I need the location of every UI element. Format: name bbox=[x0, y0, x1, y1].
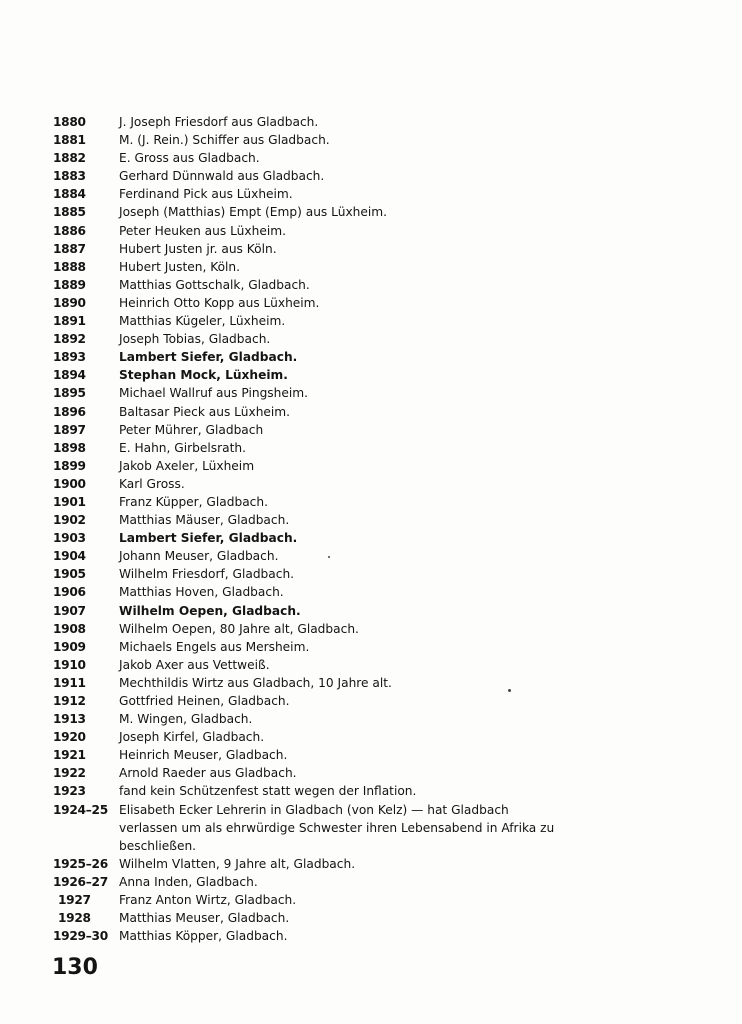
list-item bbox=[0, 294, 742, 312]
list-item bbox=[0, 620, 742, 638]
entry-text: Hubert Justen jr. aus Köln. bbox=[119, 241, 277, 256]
list-item bbox=[0, 529, 742, 547]
entry-year: 1911 bbox=[53, 675, 86, 690]
entry-text: Matthias Kügeler, Lüxheim. bbox=[119, 314, 286, 329]
list-item bbox=[0, 258, 742, 276]
page-number: 130 bbox=[52, 955, 98, 980]
entry-year: 1881 bbox=[53, 133, 86, 148]
list-item bbox=[0, 475, 742, 493]
print-speck bbox=[328, 556, 330, 558]
entry-text: Johann Meuser, Gladbach. bbox=[119, 549, 279, 564]
entry-text: Heinrich Meuser, Gladbach. bbox=[119, 748, 288, 763]
entry-year: 1904 bbox=[53, 549, 86, 564]
entry-text: Wilhelm Oepen, Gladbach. bbox=[119, 603, 301, 618]
entry-year: 1909 bbox=[53, 639, 86, 654]
entry-year: 1891 bbox=[53, 314, 86, 329]
list-item bbox=[0, 855, 742, 873]
list-item bbox=[0, 674, 742, 692]
list-item bbox=[0, 276, 742, 294]
entry-year: 1901 bbox=[53, 494, 86, 509]
list-item bbox=[0, 927, 742, 945]
entry-text: Wilhelm Friesdorf, Gladbach. bbox=[119, 567, 295, 582]
entry-text: Heinrich Otto Kopp aus Lüxheim. bbox=[119, 295, 320, 310]
entry-text: Matthias Hoven, Gladbach. bbox=[119, 585, 284, 600]
entry-text: Matthias Meuser, Gladbach. bbox=[119, 910, 290, 925]
list-item bbox=[0, 909, 742, 927]
entry-year: 1890 bbox=[53, 295, 86, 310]
entry-year: 1883 bbox=[53, 169, 86, 184]
entry-text: Lambert Siefer, Gladbach. bbox=[119, 350, 298, 365]
list-item bbox=[0, 511, 742, 529]
list-item bbox=[0, 728, 742, 746]
entry-text: Joseph Tobias, Gladbach. bbox=[119, 332, 271, 347]
entry-text: Karl Gross. bbox=[119, 476, 185, 491]
entry-year: 1927 bbox=[58, 892, 91, 907]
entry-text: Jakob Axer aus Vettweiß. bbox=[119, 657, 270, 672]
entry-year: 1899 bbox=[53, 458, 86, 473]
entry-year: 1924–25 bbox=[53, 802, 108, 817]
list-item bbox=[0, 222, 742, 240]
entry-year: 1907 bbox=[53, 603, 86, 618]
entry-year: 1929–30 bbox=[53, 928, 108, 943]
entry-text: Franz Küpper, Gladbach. bbox=[119, 494, 268, 509]
list-item bbox=[0, 565, 742, 583]
entry-year: 1884 bbox=[53, 187, 86, 202]
entry-text: Matthias Gottschalk, Gladbach. bbox=[119, 277, 310, 292]
entry-text: Stephan Mock, Lüxheim. bbox=[119, 368, 288, 383]
list-item bbox=[0, 439, 742, 457]
list-item bbox=[0, 403, 742, 421]
entry-text: Arnold Raeder aus Gladbach. bbox=[119, 766, 297, 781]
list-item bbox=[0, 348, 742, 366]
list-item bbox=[0, 185, 742, 203]
schuetzenkoenig-list bbox=[0, 113, 742, 945]
list-item bbox=[0, 312, 742, 330]
entry-text: Hubert Justen, Köln. bbox=[119, 259, 241, 274]
entry-year: 1900 bbox=[53, 476, 86, 491]
list-item bbox=[0, 638, 742, 656]
entry-year: 1913 bbox=[53, 712, 86, 727]
entry-text: Franz Anton Wirtz, Gladbach. bbox=[119, 892, 297, 907]
entry-text: Elisabeth Ecker Lehrerin in Gladbach (von Kelz) — hat Gladbach verlassen um als ehrwürdige Schwester ihren Lebensabend in Afrika zu beschließen. bbox=[119, 802, 555, 853]
entry-year: 1880 bbox=[53, 115, 86, 129]
entry-text: Jakob Axeler, Lüxheim bbox=[119, 458, 255, 473]
entry-text: E. Hahn, Girbelsrath. bbox=[119, 440, 246, 455]
entry-year: 1920 bbox=[53, 730, 86, 745]
list-item bbox=[0, 873, 742, 891]
entry-year: 1921 bbox=[53, 748, 86, 763]
entry-year: 1896 bbox=[53, 404, 86, 419]
list-item bbox=[0, 131, 742, 149]
entry-year: 1923 bbox=[53, 784, 86, 799]
list-item bbox=[0, 366, 742, 384]
entry-text: Matthias Mäuser, Gladbach. bbox=[119, 513, 290, 528]
list-item bbox=[0, 330, 742, 348]
list-item bbox=[0, 240, 742, 258]
entry-text: Joseph Kirfel, Gladbach. bbox=[119, 730, 265, 745]
entry-year: 1894 bbox=[53, 368, 86, 383]
entry-text: fand kein Schützenfest statt wegen der Inflation. bbox=[119, 784, 417, 799]
entry-text: Mechthildis Wirtz aus Gladbach, 10 Jahre alt. bbox=[119, 675, 392, 690]
entry-year: 1888 bbox=[53, 259, 86, 274]
list-item bbox=[0, 891, 742, 909]
list-item bbox=[0, 764, 742, 782]
list-item bbox=[0, 203, 742, 221]
entry-year: 1882 bbox=[53, 151, 86, 166]
list-item bbox=[0, 782, 742, 800]
entry-year: 1902 bbox=[53, 513, 86, 528]
list-item bbox=[0, 746, 742, 764]
entry-year: 1892 bbox=[53, 332, 86, 347]
list-item bbox=[0, 457, 742, 475]
entry-text: Wilhelm Oepen, 80 Jahre alt, Gladbach. bbox=[119, 621, 359, 636]
list-item bbox=[0, 113, 742, 131]
entry-year: 1905 bbox=[53, 567, 86, 582]
list-item bbox=[0, 602, 742, 620]
entry-year: 1922 bbox=[53, 766, 86, 781]
list-item bbox=[0, 801, 742, 855]
list-item bbox=[0, 547, 742, 565]
list-item bbox=[0, 384, 742, 402]
entry-year: 1897 bbox=[53, 422, 86, 437]
entry-year: 1887 bbox=[53, 241, 86, 256]
entry-year: 1925–26 bbox=[53, 856, 108, 871]
entry-text: M. Wingen, Gladbach. bbox=[119, 712, 253, 727]
entry-text: E. Gross aus Gladbach. bbox=[119, 151, 260, 166]
list-item bbox=[0, 583, 742, 601]
entry-text: Wilhelm Vlatten, 9 Jahre alt, Gladbach. bbox=[119, 856, 356, 871]
list-item bbox=[0, 656, 742, 674]
entry-text: Baltasar Pieck aus Lüxheim. bbox=[119, 404, 291, 419]
entry-year: 1895 bbox=[53, 386, 86, 401]
print-speck bbox=[508, 689, 511, 692]
list-item bbox=[0, 493, 742, 511]
entry-text: Michael Wallruf aus Pingsheim. bbox=[119, 386, 309, 401]
entry-year: 1903 bbox=[53, 531, 86, 546]
entry-year: 1886 bbox=[53, 223, 86, 238]
entry-year: 1912 bbox=[53, 694, 86, 708]
entry-text: Anna Inden, Gladbach. bbox=[119, 874, 258, 889]
entry-text: Peter Heuken aus Lüxheim. bbox=[119, 223, 286, 238]
entry-text: M. (J. Rein.) Schiffer aus Gladbach. bbox=[119, 133, 330, 148]
entry-text: Joseph (Matthias) Empt (Emp) aus Lüxheim. bbox=[119, 205, 388, 220]
entry-year: 1885 bbox=[53, 205, 86, 220]
list-item bbox=[0, 692, 742, 710]
list-item bbox=[0, 421, 742, 439]
list-item bbox=[0, 710, 742, 728]
entry-text: Michaels Engels aus Mersheim. bbox=[119, 639, 310, 654]
entry-text: Gerhard Dünnwald aus Gladbach. bbox=[119, 169, 325, 184]
entry-year: 1893 bbox=[53, 350, 86, 365]
entry-year: 1928 bbox=[58, 910, 91, 925]
entry-year: 1908 bbox=[53, 621, 86, 636]
entry-text: Matthias Köpper, Gladbach. bbox=[119, 928, 288, 943]
entry-year: 1910 bbox=[53, 657, 86, 672]
entry-text: Peter Mührer, Gladbach bbox=[119, 422, 264, 437]
list-item bbox=[0, 167, 742, 185]
entry-text: Lambert Siefer, Gladbach. bbox=[119, 531, 298, 546]
entry-year: 1898 bbox=[53, 440, 86, 455]
entry-year: 1926–27 bbox=[53, 874, 108, 889]
entry-text: Gottfried Heinen, Gladbach. bbox=[119, 694, 290, 708]
entry-text: J. Joseph Friesdorf aus Gladbach. bbox=[119, 115, 319, 129]
list-item bbox=[0, 149, 742, 167]
entry-year: 1906 bbox=[53, 585, 86, 600]
entry-text: Ferdinand Pick aus Lüxheim. bbox=[119, 187, 293, 202]
entry-year: 1889 bbox=[53, 277, 86, 292]
